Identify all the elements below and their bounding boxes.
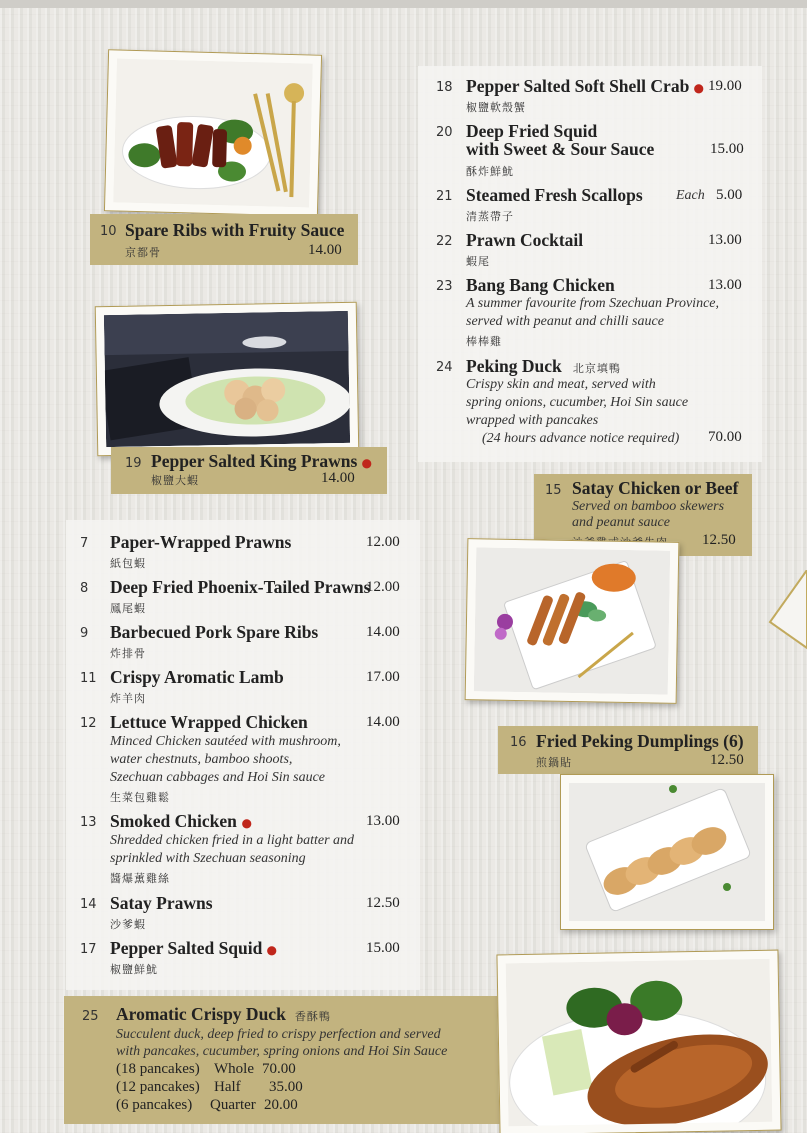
dish-price: 12.00 <box>366 579 400 595</box>
item-number: 25 <box>82 1009 99 1024</box>
dish-price: 19.00 <box>708 78 742 94</box>
left-menu-panel <box>66 520 420 990</box>
dish-description: sprinkled with Szechuan seasoning <box>110 851 306 866</box>
dish-chinese: 酥炸鮮魷 <box>466 165 514 178</box>
dish-name: Prawn Cocktail <box>466 230 584 250</box>
dish-price: 70.00 <box>708 429 742 445</box>
option-price: 20.00 <box>264 1097 298 1113</box>
dish-name: Deep Fried Squid <box>466 121 598 141</box>
dish-name: Smoked Chicken <box>110 811 237 831</box>
dish-name: Fried Peking Dumplings (6) <box>536 731 744 751</box>
dish-name: Spare Ribs with Fruity Sauce <box>125 220 345 240</box>
option-pancakes: (18 pancakes) <box>116 1061 200 1077</box>
chili-icon: ● <box>263 941 280 959</box>
item-number: 16 <box>510 735 527 750</box>
dish-name: Satay Prawns <box>110 893 213 913</box>
label-spare-ribs <box>90 214 358 265</box>
dish-title <box>110 811 255 832</box>
dish-price: 14.00 <box>321 470 355 486</box>
dish-title <box>151 451 375 472</box>
right-menu-panel <box>418 66 762 462</box>
photo-spare-ribs <box>104 49 322 217</box>
dish-chinese: 椒鹽鮮魷 <box>110 963 158 976</box>
dish-description: (24 hours advance notice required) <box>482 431 680 446</box>
option-price: 70.00 <box>262 1061 296 1077</box>
photo-king-prawns <box>95 302 360 457</box>
dumplings-image <box>569 783 765 921</box>
item-number: 17 <box>80 942 97 957</box>
photo-crispy-duck <box>496 950 781 1133</box>
dish-name: Steamed Fresh Scallops <box>466 185 643 205</box>
item-number: 12 <box>80 716 97 731</box>
option-size: Whole <box>214 1061 254 1077</box>
dish-name: Pepper Salted King Prawns <box>151 451 358 471</box>
dish-chinese: 北京填鴨 <box>572 362 621 375</box>
dish-chinese: 炸羊肉 <box>110 692 146 705</box>
dish-name-line2: with Sweet & Sour Sauce <box>466 139 655 159</box>
dish-chinese: 清蒸帶子 <box>466 210 514 223</box>
dish-description: A summer favourite from Szechuan Province, <box>466 296 719 311</box>
dish-name: Crispy Aromatic Lamb <box>110 667 284 687</box>
dish-name: Pepper Salted Squid <box>110 938 263 958</box>
photo-dumplings <box>560 774 774 930</box>
dish-price: 12.50 <box>366 895 400 911</box>
dish-description: served with peanut and chilli sauce <box>466 314 664 329</box>
item-number: 8 <box>80 581 89 596</box>
dish-title <box>466 76 707 97</box>
dish-name: Aromatic Crispy Duck <box>116 1004 286 1024</box>
item-number: 7 <box>80 536 89 551</box>
king-prawns-image <box>104 311 350 447</box>
dish-description: Crispy skin and meat, served with <box>466 377 656 392</box>
dish-name: Pepper Salted Soft Shell Crab <box>466 76 690 96</box>
dish-name: Peking Duck <box>466 356 562 376</box>
dish-price: 13.00 <box>708 277 742 293</box>
dish-chinese: 蝦尾 <box>466 255 490 268</box>
dish-chinese: 椒鹽軟殼蟹 <box>466 101 526 114</box>
dish-chinese: 醬爆薰雞絲 <box>110 872 170 885</box>
label-king-prawns <box>111 447 387 494</box>
item-number: 20 <box>436 125 453 140</box>
dish-chinese: 京都骨 <box>125 246 161 259</box>
dish-chinese: 棒棒雞 <box>466 335 502 348</box>
item-number: 23 <box>436 279 453 294</box>
chili-icon: ● <box>358 454 375 472</box>
price-note: Each <box>676 188 705 203</box>
dish-description: water chestnuts, bamboo shoots, <box>110 752 293 767</box>
dish-description: spring onions, cucumber, Hoi Sin sauce <box>466 395 689 410</box>
item-number: 13 <box>80 815 97 830</box>
item-number: 15 <box>545 483 562 498</box>
dish-name: Bang Bang Chicken <box>466 275 615 295</box>
dish-price: 15.00 <box>366 940 400 956</box>
item-number: 11 <box>80 671 97 686</box>
option-size: Quarter <box>210 1097 256 1113</box>
dish-name: Deep Fried Phoenix-Tailed Prawns <box>110 577 371 597</box>
dish-description: and peanut sauce <box>572 515 670 530</box>
dish-title <box>110 938 280 959</box>
photo-satay <box>465 538 680 704</box>
item-number: 18 <box>436 80 453 95</box>
option-size: Half <box>214 1079 241 1095</box>
dish-chinese: 煎鍋貼 <box>536 756 572 769</box>
dish-price: 17.00 <box>366 669 400 685</box>
item-number: 14 <box>80 897 97 912</box>
dish-chinese: 鳳尾蝦 <box>110 602 146 615</box>
dish-name: Barbecued Pork Spare Ribs <box>110 622 319 642</box>
item-number: 21 <box>436 189 453 204</box>
dish-chinese: 香酥鴨 <box>294 1010 331 1023</box>
dish-price: 5.00 <box>716 187 743 203</box>
dish-name: Satay Chicken or Beef <box>572 478 739 498</box>
dish-price: 12.50 <box>702 532 736 548</box>
dish-description: Succulent duck, deep fried to crispy perfection and served <box>116 1027 441 1042</box>
chili-icon: ● <box>238 814 255 832</box>
satay-image <box>474 547 670 694</box>
dish-chinese: 生菜包雞鬆 <box>110 791 170 804</box>
dish-price: 12.00 <box>366 534 400 550</box>
spare-ribs-image <box>113 58 313 207</box>
dish-price: 14.00 <box>366 624 400 640</box>
dish-chinese: 炸排骨 <box>110 647 146 660</box>
dish-description: with pancakes, cucumber, spring onions and Hoi Sin Sauce <box>116 1044 448 1059</box>
dish-chinese: 椒鹽大蝦 <box>151 474 199 487</box>
item-number: 10 <box>100 224 117 239</box>
dish-price: 14.00 <box>308 242 342 258</box>
dish-chinese: 紙包蝦 <box>110 557 146 570</box>
dish-title <box>466 356 621 377</box>
top-bar <box>0 0 807 8</box>
dish-chinese: 沙爹蝦 <box>110 918 146 931</box>
label-crispy-duck <box>64 996 504 1124</box>
dish-description: wrapped with pancakes <box>466 413 599 428</box>
option-pancakes: (6 pancakes) <box>116 1097 193 1113</box>
dish-price: 15.00 <box>710 141 744 157</box>
item-number: 19 <box>125 456 142 471</box>
dish-description: Szechuan cabbages and Hoi Sin sauce <box>110 770 326 785</box>
dish-price: 14.00 <box>366 714 400 730</box>
dish-title <box>116 1004 331 1025</box>
dish-description: Shredded chicken fried in a light batter and <box>110 833 355 848</box>
dish-description: Served on bamboo skewers <box>572 499 725 514</box>
item-number: 22 <box>436 234 453 249</box>
dish-price: 12.50 <box>710 752 744 768</box>
dish-price: 13.00 <box>708 232 742 248</box>
dish-name: Lettuce Wrapped Chicken <box>110 712 308 732</box>
option-pancakes: (12 pancakes) <box>116 1079 200 1095</box>
dish-name: Paper-Wrapped Prawns <box>110 532 292 552</box>
dish-description: Minced Chicken sautéed with mushroom, <box>110 734 341 749</box>
crispy-duck-image <box>506 959 773 1127</box>
label-dumplings <box>498 726 758 774</box>
item-number: 24 <box>436 360 453 375</box>
chili-icon: ● <box>690 79 707 97</box>
option-price: 35.00 <box>269 1079 303 1095</box>
decorative-frame-edge <box>766 570 807 680</box>
dish-price: 13.00 <box>366 813 400 829</box>
item-number: 9 <box>80 626 89 641</box>
